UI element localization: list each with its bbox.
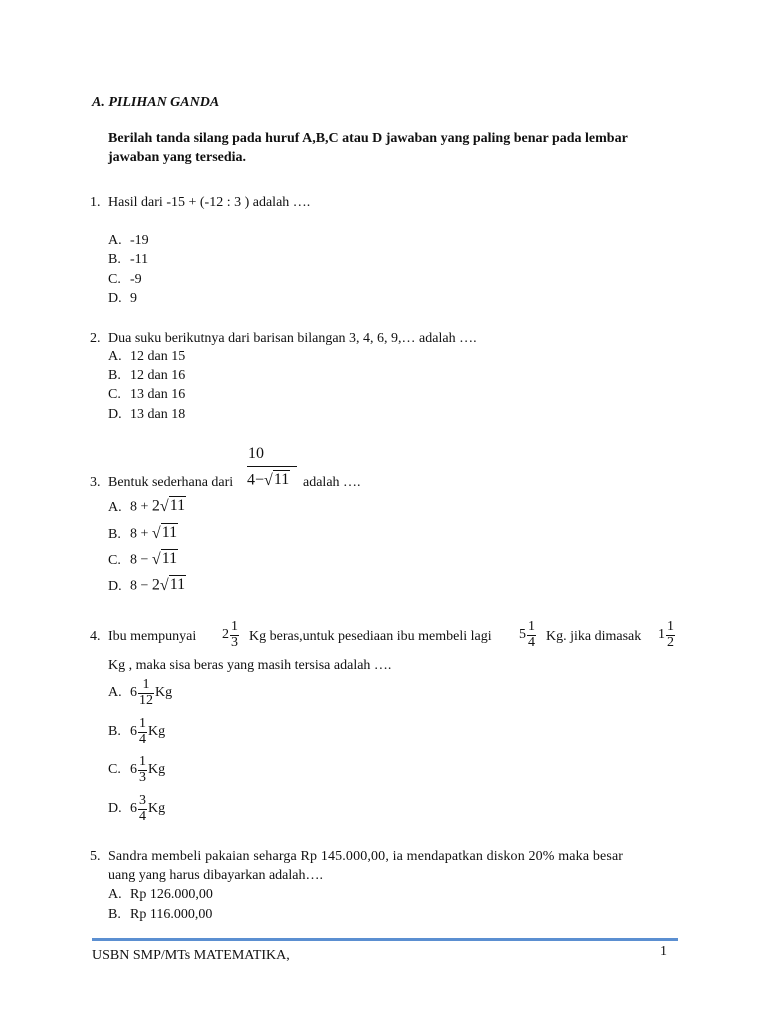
whole: 1 <box>658 627 665 643</box>
option-letter: B. <box>108 907 121 922</box>
whole: 2 <box>222 627 229 643</box>
numerator: 1 <box>528 619 535 634</box>
sqrt-symbol: √ 11 <box>151 524 178 542</box>
option-coef: 2 <box>151 576 160 594</box>
numerator: 1 <box>667 619 674 634</box>
whole: 6 <box>130 685 137 701</box>
fraction-bar <box>247 466 297 467</box>
option-letter: B. <box>108 252 121 267</box>
option-prefix: 8 − <box>130 552 149 568</box>
radicand: 11 <box>161 524 178 541</box>
option-text: Rp 126.000,00 <box>130 887 213 902</box>
numerator: 1 <box>142 677 150 692</box>
radicand: 11 <box>169 497 186 514</box>
question-number: 3. <box>90 475 101 490</box>
denominator: 4 <box>528 634 535 650</box>
question-number: 1. <box>90 195 101 210</box>
instruction-line-1: Berilah tanda silang pada huruf A,B,C atau D jawaban yang paling benar pada lembar <box>108 131 628 146</box>
denominator: 12 <box>139 692 153 708</box>
sqrt-symbol: √ 11 <box>151 550 178 568</box>
denominator: 3 <box>139 769 146 785</box>
sqrt-symbol: √ 11 <box>159 576 186 594</box>
denominator: 4 <box>139 808 146 824</box>
option-letter: C. <box>108 762 121 778</box>
whole: 5 <box>519 627 526 643</box>
question-text-part-3: Kg. jika dimasak <box>546 629 642 644</box>
option-c <box>108 388 185 402</box>
numerator: 1 <box>139 754 146 769</box>
denominator: 3 <box>231 634 238 650</box>
option-a <box>108 350 185 364</box>
option-c <box>108 549 178 568</box>
question-text: Bentuk sederhana dari <box>108 475 234 490</box>
numerator: 3 <box>139 793 146 808</box>
option-c <box>108 273 142 287</box>
denominator: 2 <box>667 634 674 650</box>
option-d <box>108 575 186 594</box>
question-text-line-2: uang yang harus dibayarkan adalah…. <box>108 868 323 883</box>
option-letter: A. <box>108 887 122 902</box>
question-text-part-2: Kg beras,untuk pesediaan ibu membeli lagi <box>249 629 492 644</box>
option-text: 12 dan 16 <box>130 368 186 383</box>
option-prefix: 8 + <box>130 499 149 515</box>
footer-title: USBN SMP/MTs MATEMATIKA, <box>92 948 290 963</box>
option-text: -11 <box>130 252 149 267</box>
whole: 6 <box>130 762 137 778</box>
question-text: Hasil dari -15 + (-12 : 3 ) adalah …. <box>108 195 311 210</box>
option-letter: A. <box>108 233 122 248</box>
mixed-number-2 <box>519 620 537 650</box>
fraction-numerator: 10 <box>248 445 264 462</box>
whole: 6 <box>130 801 137 817</box>
question-text-after: adalah …. <box>303 475 361 490</box>
mixed-number-3 <box>658 620 676 650</box>
section-title: A. PILIHAN GANDA <box>92 95 220 110</box>
radicand: 11 <box>273 471 290 488</box>
option-text: -19 <box>130 233 149 248</box>
option-b <box>108 253 148 267</box>
option-a <box>108 496 186 515</box>
option-b <box>108 908 212 922</box>
option-coef: 2 <box>151 497 160 515</box>
option-a <box>108 678 172 708</box>
option-text: 13 dan 18 <box>130 407 186 422</box>
page-number: 1 <box>660 944 667 959</box>
option-c <box>108 755 165 785</box>
option-letter: D. <box>108 801 122 817</box>
option-text: -9 <box>130 272 142 287</box>
unit: Kg <box>148 762 166 778</box>
unit: Kg <box>148 724 166 740</box>
question-number: 5. <box>90 849 101 864</box>
denominator: 4 <box>139 731 146 747</box>
option-letter: C. <box>108 387 121 402</box>
mixed-number-1 <box>222 620 240 650</box>
option-letter: B. <box>108 526 121 542</box>
option-letter: B. <box>108 724 121 740</box>
question-text-line-2: Kg , maka sisa beras yang masih tersisa adalah …. <box>108 658 392 673</box>
fraction-denominator <box>247 470 290 489</box>
footer-divider <box>92 938 678 941</box>
option-prefix: 8 + <box>130 526 149 542</box>
option-letter: A. <box>108 499 122 515</box>
radicand: 11 <box>169 576 186 593</box>
option-prefix: 8 − <box>130 578 149 594</box>
option-b <box>108 717 165 747</box>
question-number: 4. <box>90 629 101 644</box>
option-letter: D. <box>108 407 122 422</box>
option-letter: B. <box>108 368 121 383</box>
question-text: Dua suku berikutnya dari barisan bilangan 3, 4, 6, 9,… adalah …. <box>108 331 477 346</box>
option-letter: C. <box>108 552 121 568</box>
unit: Kg <box>155 685 173 701</box>
unit: Kg <box>148 801 166 817</box>
option-d <box>108 292 137 306</box>
radicand: 11 <box>161 550 178 567</box>
instruction-line-2: jawaban yang tersedia. <box>108 150 247 165</box>
option-letter: A. <box>108 685 122 701</box>
option-a <box>108 234 149 248</box>
numerator: 1 <box>231 619 238 634</box>
option-d <box>108 408 185 422</box>
option-letter: A. <box>108 349 122 364</box>
question-text-line-1: Sandra membeli pakaian seharga Rp 145.000,00, ia mendapatkan diskon 20% maka besar <box>108 849 624 864</box>
sqrt-symbol: √ 11 <box>264 471 290 489</box>
option-text: 13 dan 16 <box>130 387 186 402</box>
option-b <box>108 523 178 542</box>
sqrt-symbol: √ 11 <box>159 497 186 515</box>
option-b <box>108 369 185 383</box>
option-letter: D. <box>108 578 122 594</box>
denominator-left: 4− <box>247 471 265 489</box>
option-a <box>108 888 213 902</box>
question-text-part-1: Ibu mempunyai <box>108 629 197 644</box>
option-text: 12 dan 15 <box>130 349 186 364</box>
option-text: 9 <box>130 291 137 306</box>
numerator: 1 <box>139 716 146 731</box>
option-d <box>108 794 165 824</box>
question-number: 2. <box>90 331 101 346</box>
option-letter: C. <box>108 272 121 287</box>
option-letter: D. <box>108 291 122 306</box>
option-text: Rp 116.000,00 <box>130 907 213 922</box>
whole: 6 <box>130 724 137 740</box>
